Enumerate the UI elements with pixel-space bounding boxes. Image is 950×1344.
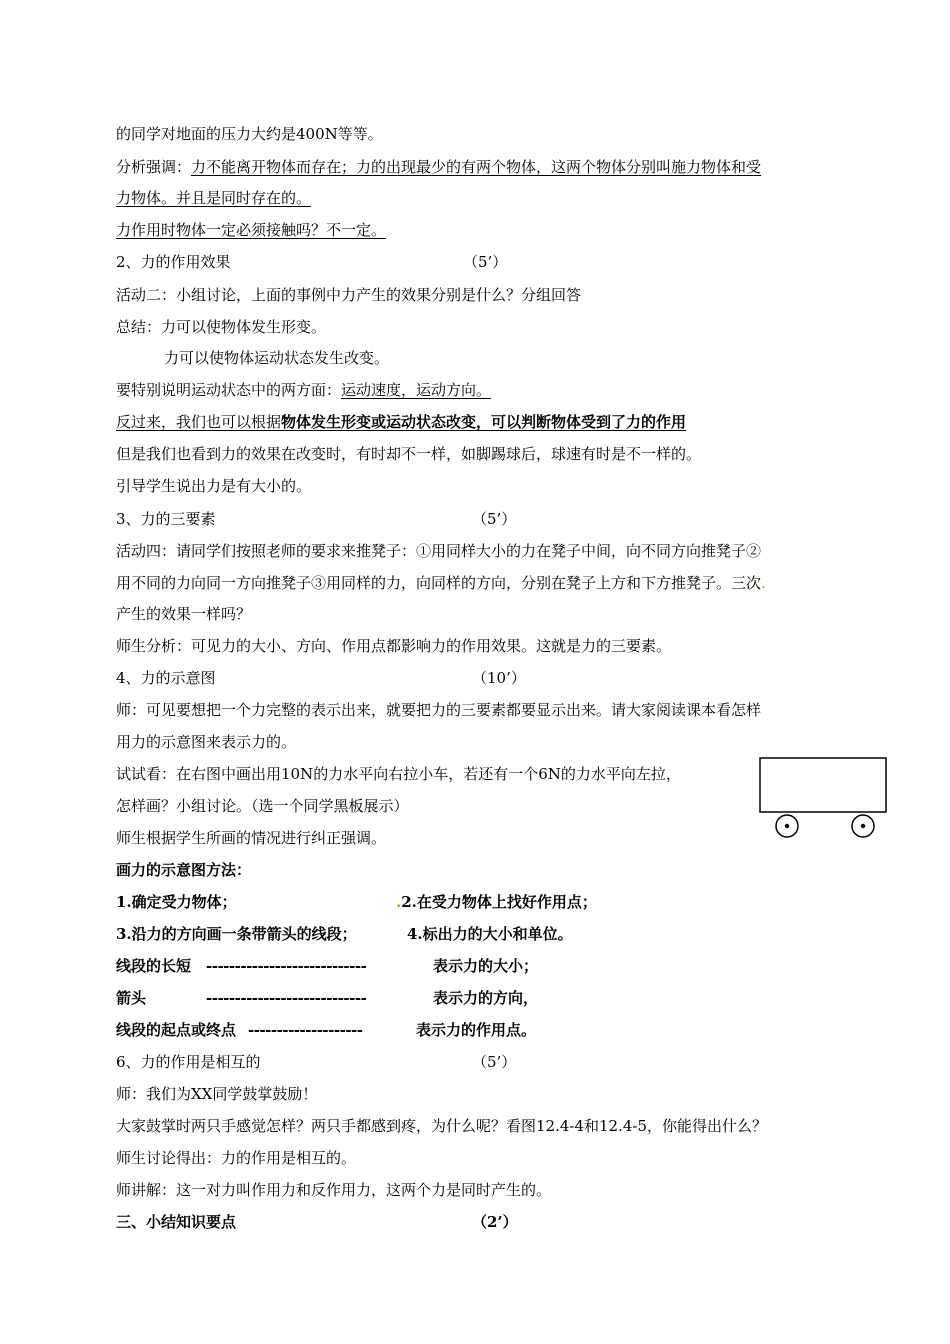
activity-4-text: 用不同的力向同一方向推凳子③用同样的力，向同样的方向，分别在凳子上方和下方推凳子。三次 [116,574,762,592]
analysis-label: 分析强调： [116,158,192,176]
stray-mark: . [396,893,402,911]
analysis-emphasis: 力不能离开物体而存在；力的出现最少的有两个物体，这两个物体分别叫施力物体和受 [191,158,762,176]
correction-line: 师生根据学生所画的情况进行纠正强调。 [116,829,387,847]
activity-4-line-1: 活动四：请同学们按照老师的要求来推凳子：①用同样大小的力在凳子中间，向不同方向推凳子② [116,542,762,560]
start-dashes: -------------------- [248,1021,363,1039]
activity-4-line-3: 产生的效果一样吗？ [116,605,252,623]
motion-note-emphasis: 运动速度，运动方向。 [341,381,492,399]
section-2-title: 2、力的作用效果 [116,253,231,271]
text-line: 的同学对地面的压力大约是400N等等。 [116,125,383,143]
section-6-time: （5’） [472,1053,517,1071]
method-title: 画力的示意图方法： [116,861,252,879]
cart-icon [756,756,890,840]
section-3-time: （5’） [472,510,517,528]
section-6-title: 6、力的作用是相互的 [116,1053,261,1071]
step-3: 3.沿力的方向画一条带箭头的线段； [116,925,357,943]
reverse-judgement [116,412,686,432]
step-1: 1.确定受力物体； [116,893,237,911]
teacher-analysis: 师生分析：可见力的大小、方向、作用点都影响力的作用效果。这就是力的三要素。 [116,637,672,655]
activity-2: 活动二：小组讨论，上面的事例中力产生的效果分别是什么？分组回答 [116,286,582,304]
try-line-1: 试试看：在右图中画出用10N的力水平向右拉小车，若还有一个6N的力水平向左拉， [116,765,681,783]
summary-title: 三、小结知识要点 [116,1213,237,1231]
length-dashes: ---------------------------- [206,957,367,975]
summary-line-1: 总结：力可以使物体发生形变。 [116,318,327,336]
analysis-continuation: 力物体。并且是同时存在的。 [116,189,312,207]
length-meaning: 表示力的大小； [433,957,539,975]
activity-4-line-2 [116,573,766,593]
step-2 [396,892,597,912]
section-4-title: 4、力的示意图 [116,669,216,687]
analysis-line [116,157,761,177]
contact-question: 力作用时物体一定必须接触吗？不一定。 [116,221,387,239]
start-label: 线段的起点或终点 [116,1021,237,1039]
teacher-explain: 师讲解：这一对力叫作用力和反作用力，这两个力是同时产生的。 [116,1181,552,1199]
section-2-time: （5’） [463,253,508,271]
effect-variation: 但是我们也看到力的效果在改变时，有时却不一样，如脚踢球后，球速有时是不一样的。 [116,445,702,463]
reverse-emphasis: 物体发生形变或运动状态改变，可以判断物体受到了力的作用 [281,413,687,431]
clap-question: 大家鼓掌时两只手感觉怎样？两只手都感到疼，为什么呢？看图12.4-4和12.4-5，你能得出什么？ [116,1117,768,1135]
length-label: 线段的长短 [116,957,192,975]
cheer-line: 师：我们为XX同学鼓掌鼓励！ [116,1085,318,1103]
step-2-text: 2.在受力物体上找好作用点； [401,893,597,911]
try-line-2: 怎样画？小组讨论。（选一个同学黑板展示） [116,797,409,815]
discussion-result: 师生讨论得出：力的作用是相互的。 [116,1149,357,1167]
summary-time: （2’） [472,1213,518,1231]
teacher-line-2: 用力的示意图来表示力的。 [116,733,297,751]
arrow-label: 箭头 [116,989,147,1007]
reverse-label: 反过来，我们也可以根据 [116,413,282,431]
teacher-line-1: 师：可见要想把一个力完整的表示出来，就要把力的三要素都要显示出来。请大家阅读课本看怎样 [116,701,762,719]
summary-line-2: 力可以使物体运动状态发生改变。 [164,349,390,367]
arrow-dashes: ---------------------------- [206,989,367,1007]
start-meaning: 表示力的作用点。 [416,1021,537,1039]
motion-state-note [116,380,491,400]
section-4-time: （10’） [472,669,526,687]
stray-mark: . [761,574,766,592]
step-4: 4.标出力的大小和单位。 [407,925,573,943]
arrow-meaning: 表示力的方向， [433,989,539,1007]
guide-line: 引导学生说出力是有大小的。 [116,477,312,495]
section-3-title: 3、力的三要素 [116,510,216,528]
motion-note-label: 要特别说明运动状态中的两方面： [116,381,342,399]
